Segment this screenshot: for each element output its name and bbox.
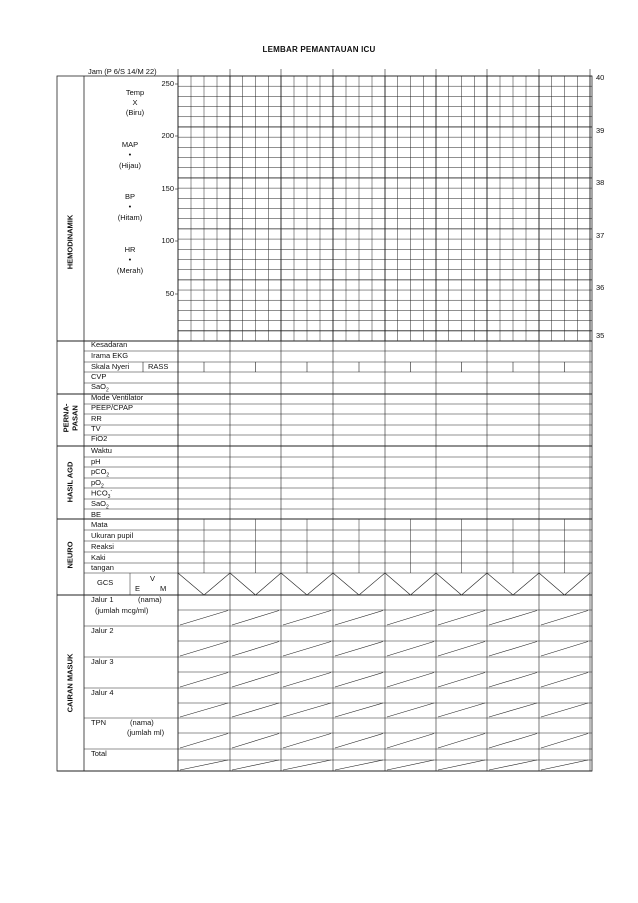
section-pernapasan-line1: PERNA- — [61, 403, 71, 433]
infusion-slash — [438, 611, 485, 626]
infusion-slash — [489, 734, 537, 749]
row-po2: $pO_2$ — [91, 478, 104, 490]
right-axis-36: 36 — [596, 283, 605, 292]
right-axis-37: 37 — [596, 231, 605, 240]
infusion-slash — [387, 734, 434, 749]
infusion-slash — [180, 734, 228, 749]
infusion-slash — [438, 734, 485, 749]
gcs-m: M — [160, 584, 167, 593]
legend-map: MAP — [121, 140, 139, 149]
right-axis-35: 35 — [596, 331, 605, 340]
gcs-v-right — [565, 573, 591, 595]
left-axis-250: 250 — [161, 79, 174, 88]
infusion-slash — [489, 673, 537, 688]
infusion-slash — [489, 642, 537, 657]
infusion-slash — [335, 760, 383, 770]
gcs-v-left — [333, 573, 359, 595]
row-pco2-text: pCO — [91, 467, 107, 476]
legend-temp-symbol: X — [132, 98, 138, 107]
row-po2-text: pO — [91, 478, 102, 487]
infusion-slash — [438, 703, 485, 717]
section-neuro: NEURO — [65, 541, 75, 569]
gcs-v-right — [307, 573, 333, 595]
gcs-v-left — [385, 573, 411, 595]
infusion-slash — [180, 703, 228, 717]
row-jalur-1: Jalur 1 — [91, 595, 114, 604]
legend-bp-symbol: • — [128, 202, 132, 211]
left-axis-200: 200 — [161, 131, 174, 140]
row-hco3-text: HCO — [91, 488, 108, 498]
infusion-slash — [541, 703, 588, 717]
infusion-slash — [489, 611, 537, 626]
infusion-slash — [489, 703, 537, 717]
infusion-slash — [180, 673, 228, 688]
row-tv: TV — [91, 424, 101, 433]
row-tpn: TPN — [91, 718, 106, 727]
section-pernapasan-line2: PASAN — [70, 405, 79, 431]
gcs-e: E — [135, 584, 141, 593]
row-peep-cpap: PEEP/CPAP — [91, 403, 133, 412]
row-jalur-4: Jalur 4 — [91, 688, 114, 697]
tpn-jumlah: (jumlah ml) — [127, 728, 165, 737]
legend-bp: BP — [124, 192, 135, 201]
legend-temp: Temp — [125, 88, 145, 97]
right-axis-40: 40 — [596, 73, 605, 82]
infusion-slash — [541, 760, 588, 770]
infusion-slash — [335, 611, 383, 626]
jalur-1-nama: (nama) — [138, 595, 162, 604]
infusion-slash — [232, 673, 279, 688]
infusion-slash — [438, 642, 485, 657]
right-axis-38: 38 — [596, 178, 605, 187]
legend-temp-color: (Biru) — [125, 108, 145, 117]
row-tangan: tangan — [91, 563, 114, 572]
gcs-v-left — [281, 573, 307, 595]
gcs-v: V — [150, 574, 156, 583]
hour-label: Jam (P 6/S 14/M 22) — [88, 67, 157, 76]
legend-map-symbol: • — [128, 150, 132, 159]
gcs-v-left — [487, 573, 513, 595]
row-gcs: GCS — [97, 578, 114, 587]
infusion-slash — [387, 703, 434, 717]
gcs-v-right — [256, 573, 282, 595]
legend-hr-color: (Merah) — [116, 266, 144, 275]
row-mode-ventilator: Mode Ventilator — [91, 393, 144, 402]
row-hco3: $HCO_3^-$ — [91, 488, 113, 500]
jalur-1-jumlah: (jumlah mcg/ml) — [95, 606, 149, 615]
row-ukuran-pupil: Ukuran pupil — [91, 531, 134, 540]
row-skala-nyeri: Skala Nyeri — [91, 362, 130, 371]
row-kaki: Kaki — [91, 553, 106, 562]
page-title: LEMBAR PEMANTAUAN ICU — [262, 45, 376, 54]
legend-bp-color: (Hitam) — [117, 213, 143, 222]
gcs-v-left — [178, 573, 204, 595]
gcs-v-left — [230, 573, 256, 595]
legend-hr-symbol: • — [128, 255, 132, 264]
row-waktu: Waktu — [91, 446, 112, 455]
infusion-slash — [180, 642, 228, 657]
row-be: BE — [91, 510, 102, 519]
infusion-slash — [438, 673, 485, 688]
infusion-slash — [180, 611, 228, 626]
row-ph: pH — [91, 457, 101, 466]
infusion-slash — [335, 703, 383, 717]
row-pco2: pCO$_2$ — [91, 467, 110, 479]
gcs-v-right — [462, 573, 488, 595]
infusion-slash — [541, 611, 588, 626]
row-reaksi: Reaksi — [91, 542, 114, 551]
infusion-slash — [232, 642, 279, 657]
legend-hr: HR — [124, 245, 136, 254]
row-sao2-agd: SaO$_2$ — [91, 499, 109, 511]
infusion-slash — [335, 642, 383, 657]
infusion-slash — [335, 734, 383, 749]
form-frame — [57, 76, 592, 771]
gcs-v-right — [513, 573, 539, 595]
infusion-slash — [283, 642, 331, 657]
infusion-slash — [232, 734, 279, 749]
infusion-slash — [232, 611, 279, 626]
infusion-slash — [387, 611, 434, 626]
infusion-slash — [387, 642, 434, 657]
gcs-v-right — [204, 573, 230, 595]
row-sao2-text: SaO — [91, 382, 107, 391]
infusion-slash — [283, 611, 331, 626]
section-hasil-agd: HASIL AGD — [65, 461, 75, 503]
infusion-slash — [283, 760, 331, 770]
section-cairan-masuk: CAIRAN MASUK — [65, 653, 75, 713]
infusion-slash — [387, 673, 434, 688]
gcs-v-right — [359, 573, 385, 595]
infusion-slash — [180, 760, 228, 770]
gcs-v-left — [539, 573, 565, 595]
row-total: Total — [91, 749, 107, 758]
row-jalur-2: Jalur 2 — [91, 626, 114, 635]
infusion-slash — [335, 673, 383, 688]
row-sao2: SaO$_2$ — [91, 382, 109, 394]
infusion-slash — [387, 760, 434, 770]
infusion-slash — [489, 760, 537, 770]
row-sao2-agd-text: SaO — [91, 499, 107, 508]
infusion-slash — [283, 703, 331, 717]
row-cvp: CVP — [91, 372, 107, 381]
row-irama-ekg: Irama EKG — [91, 351, 129, 360]
infusion-slash — [541, 673, 588, 688]
left-axis-150: 150 — [161, 184, 174, 193]
section-hemodinamik: HEMODINAMIK — [65, 214, 75, 270]
row-mata: Mata — [91, 520, 108, 529]
tpn-nama: (nama) — [130, 718, 154, 727]
row-rass: RASS — [148, 362, 169, 371]
left-axis-100: 100 — [161, 236, 174, 245]
infusion-slash — [283, 734, 331, 749]
left-axis-50: 50 — [165, 289, 174, 298]
gcs-v-left — [436, 573, 462, 595]
section-pernapasan — [62, 404, 79, 433]
infusion-slash — [283, 673, 331, 688]
infusion-slash — [541, 642, 588, 657]
gcs-v-right — [411, 573, 437, 595]
row-rr: RR — [91, 414, 102, 423]
infusion-slash — [232, 703, 279, 717]
legend-map-color: (Hijau) — [118, 161, 142, 170]
row-jalur-3: Jalur 3 — [91, 657, 114, 666]
infusion-slash — [541, 734, 588, 749]
row-kesadaran: Kesadaran — [91, 340, 128, 349]
row-fio2: FiO2 — [91, 434, 108, 443]
right-axis-39: 39 — [596, 126, 605, 135]
infusion-slash — [438, 760, 485, 770]
infusion-slash — [232, 760, 279, 770]
